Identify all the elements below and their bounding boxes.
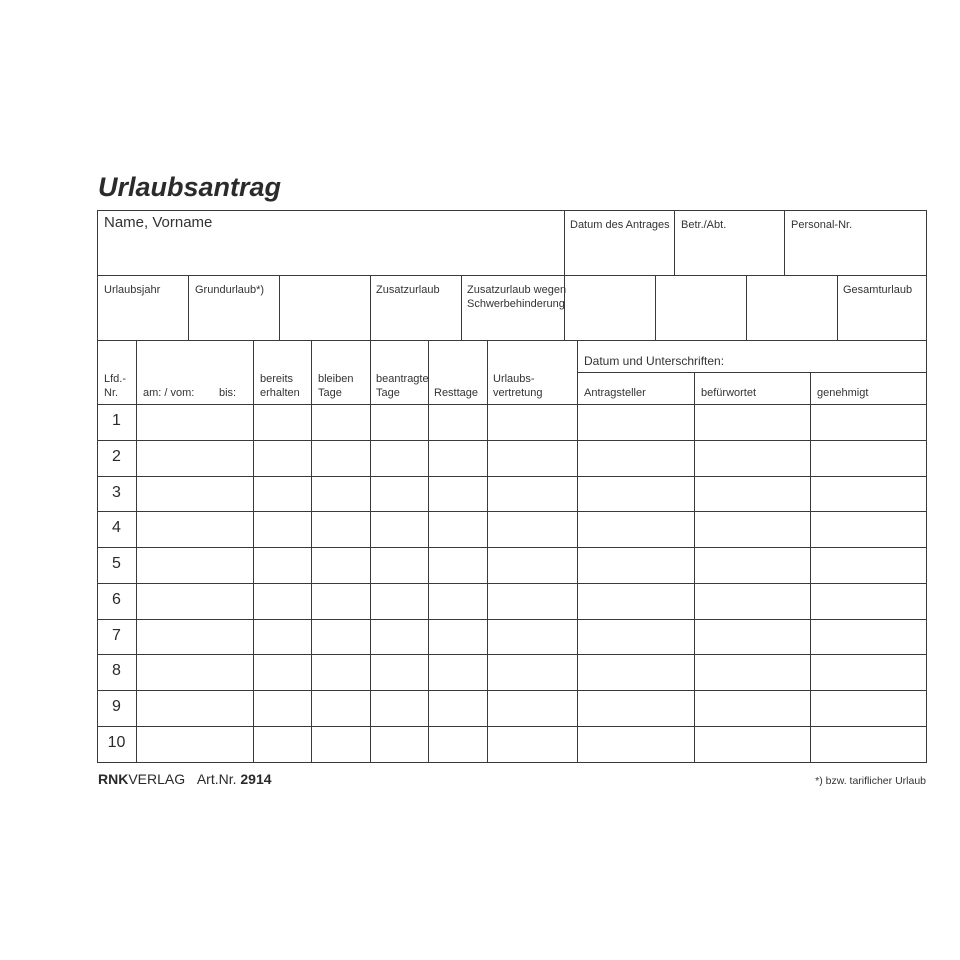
remaining-label-line1: bleiben (318, 373, 354, 385)
row-1-remaining-cell[interactable] (311, 404, 371, 441)
row-5-remaining-cell[interactable] (311, 547, 371, 584)
row-7-approved-cell[interactable] (810, 619, 927, 655)
row-2-endorsed-cell[interactable] (694, 440, 811, 477)
row-10-requested-cell[interactable] (370, 726, 429, 763)
requested-label-line1: beantragte (376, 373, 429, 385)
row-4-applicant-cell[interactable] (577, 511, 695, 548)
row-number: 3 (112, 484, 121, 501)
row-6-rest-days-cell[interactable] (428, 583, 488, 620)
row-number: 9 (112, 698, 121, 715)
row-1-requested-cell[interactable] (370, 404, 429, 441)
total-leave-label: Gesamturlaub (843, 284, 913, 296)
row-7-rest-days-cell[interactable] (428, 619, 488, 655)
row-1-substitute-cell[interactable] (487, 404, 578, 441)
substitute-label-line2: vertretung (493, 387, 543, 399)
row-2-substitute-cell[interactable] (487, 440, 578, 477)
applicant-label: Antragsteller (584, 387, 646, 399)
endorsed-label: befürwortet (701, 387, 757, 399)
row-1-applicant-cell[interactable] (577, 404, 695, 441)
row-5-substitute-cell[interactable] (487, 547, 578, 584)
row-10-approved-cell[interactable] (810, 726, 927, 763)
row-10-date-range-cell[interactable] (136, 726, 254, 763)
department-label: Betr./Abt. (681, 219, 727, 231)
row-8-date-range-cell[interactable] (136, 654, 254, 691)
lfd-label-line2: Nr. (104, 387, 119, 399)
row-number: 7 (112, 627, 121, 644)
row-8-received-cell[interactable] (253, 654, 312, 691)
row-7-substitute-cell[interactable] (487, 619, 578, 655)
row-3-substitute-cell[interactable] (487, 476, 578, 512)
row-7-received-cell[interactable] (253, 619, 312, 655)
am-vom-label: am: / vom: (143, 387, 195, 399)
row-3-applicant-cell[interactable] (577, 476, 695, 512)
row-6-approved-cell[interactable] (810, 583, 927, 620)
row-7-date-range-cell[interactable] (136, 619, 254, 655)
row-2-applicant-cell[interactable] (577, 440, 695, 477)
row-7-requested-cell[interactable] (370, 619, 429, 655)
row-7-remaining-cell[interactable] (311, 619, 371, 655)
vacation-year-label: Urlaubsjahr (104, 284, 161, 296)
row-6-substitute-cell[interactable] (487, 583, 578, 620)
row-6-date-range-cell[interactable] (136, 583, 254, 620)
row-1-date-range-cell[interactable] (136, 404, 254, 441)
brand-rest: VERLAG (128, 771, 186, 787)
row-5-endorsed-cell[interactable] (694, 547, 811, 584)
row-3-approved-cell[interactable] (810, 476, 927, 512)
row-8-requested-cell[interactable] (370, 654, 429, 691)
row-5-received-cell[interactable] (253, 547, 312, 584)
row-5-applicant-cell[interactable] (577, 547, 695, 584)
additional-leave-label: Zusatzurlaub (376, 284, 440, 296)
lfd-label-line1: Lfd.- (104, 373, 127, 385)
row-7-applicant-cell[interactable] (577, 619, 695, 655)
row-5-approved-cell[interactable] (810, 547, 927, 584)
row-number: 5 (112, 555, 121, 572)
row-5-rest-days-cell[interactable] (428, 547, 488, 584)
row-number: 1 (112, 412, 121, 429)
form-title: Urlaubsantrag (98, 172, 282, 202)
row-2-received-cell[interactable] (253, 440, 312, 477)
row-10-remaining-cell[interactable] (311, 726, 371, 763)
received-label-line1: bereits (260, 373, 294, 385)
row-3-requested-cell[interactable] (370, 476, 429, 512)
row-4-endorsed-cell[interactable] (694, 511, 811, 548)
row-4-rest-days-cell[interactable] (428, 511, 488, 548)
row-3-date-range-cell[interactable] (136, 476, 254, 512)
row-1-received-cell[interactable] (253, 404, 312, 441)
row-1-endorsed-cell[interactable] (694, 404, 811, 441)
row-3-endorsed-cell[interactable] (694, 476, 811, 512)
row-4-requested-cell[interactable] (370, 511, 429, 548)
personnel-number-label: Personal-Nr. (791, 219, 853, 231)
row-4-date-range-cell[interactable] (136, 511, 254, 548)
base-leave-label: Grundurlaub*) (195, 284, 265, 296)
row-8-rest-days-cell[interactable] (428, 654, 488, 691)
row-8-approved-cell[interactable] (810, 654, 927, 691)
row-8-substitute-cell[interactable] (487, 654, 578, 691)
article-number: 2914 (240, 771, 272, 787)
row-number: 2 (112, 448, 121, 465)
row-2-date-range-cell[interactable] (136, 440, 254, 477)
row-9-substitute-cell[interactable] (487, 690, 578, 727)
disability-leave-label-line1: Zusatzurlaub wegen (467, 284, 567, 296)
row-2-approved-cell[interactable] (810, 440, 927, 477)
row-number: 4 (112, 519, 121, 536)
row-10-applicant-cell[interactable] (577, 726, 695, 763)
request-date-label: Datum des Antrages (570, 219, 670, 231)
row-1-approved-cell[interactable] (810, 404, 927, 441)
approved-label: genehmigt (817, 387, 869, 399)
row-6-applicant-cell[interactable] (577, 583, 695, 620)
row-9-applicant-cell[interactable] (577, 690, 695, 727)
row-number: 6 (112, 591, 121, 608)
row-9-requested-cell[interactable] (370, 690, 429, 727)
row-9-date-range-cell[interactable] (136, 690, 254, 727)
row-3-received-cell[interactable] (253, 476, 312, 512)
row-1-rest-days-cell[interactable] (428, 404, 488, 441)
row-9-approved-cell[interactable] (810, 690, 927, 727)
row-2-rest-days-cell[interactable] (428, 440, 488, 477)
row-9-received-cell[interactable] (253, 690, 312, 727)
row-6-endorsed-cell[interactable] (694, 583, 811, 620)
row-5-requested-cell[interactable] (370, 547, 429, 584)
row-4-substitute-cell[interactable] (487, 511, 578, 548)
article-label: Art.Nr. (196, 771, 237, 787)
row-3-remaining-cell[interactable] (311, 476, 371, 512)
row-10-endorsed-cell[interactable] (694, 726, 811, 763)
row-number: 8 (112, 662, 121, 679)
row-10-rest-days-cell[interactable] (428, 726, 488, 763)
remaining-label-line2: Tage (318, 387, 342, 399)
row-9-endorsed-cell[interactable] (694, 690, 811, 727)
row-10-substitute-cell[interactable] (487, 726, 578, 763)
row-number: 10 (107, 734, 126, 751)
bis-label: bis: (219, 387, 237, 399)
row-2-requested-cell[interactable] (370, 440, 429, 477)
row-6-remaining-cell[interactable] (311, 583, 371, 620)
substitute-label-line1: Urlaubs- (493, 373, 535, 385)
row-5-date-range-cell[interactable] (136, 547, 254, 584)
row-8-applicant-cell[interactable] (577, 654, 695, 691)
publisher-imprint (98, 771, 272, 787)
name-label: Name, Vorname (104, 214, 213, 231)
signatures-label: Datum und Unterschriften: (584, 354, 725, 368)
row-9-rest-days-cell[interactable] (428, 690, 488, 727)
row-4-approved-cell[interactable] (810, 511, 927, 548)
disability-leave-label-line2: Schwerbehinderung (467, 298, 565, 310)
requested-label-line2: Tage (376, 387, 400, 399)
row-4-remaining-cell[interactable] (311, 511, 371, 548)
row-4-received-cell[interactable] (253, 511, 312, 548)
row-2-remaining-cell[interactable] (311, 440, 371, 477)
row-10-received-cell[interactable] (253, 726, 312, 763)
row-6-received-cell[interactable] (253, 583, 312, 620)
rest-days-label: Resttage (434, 387, 479, 399)
received-label-line2: erhalten (260, 387, 300, 399)
brand-bold: RNK (98, 771, 129, 787)
footnote: *) bzw. tariflicher Urlaub (815, 775, 926, 787)
row-8-remaining-cell[interactable] (311, 654, 371, 691)
row-9-remaining-cell[interactable] (311, 690, 371, 727)
row-8-endorsed-cell[interactable] (694, 654, 811, 691)
row-3-rest-days-cell[interactable] (428, 476, 488, 512)
row-7-endorsed-cell[interactable] (694, 619, 811, 655)
row-6-requested-cell[interactable] (370, 583, 429, 620)
